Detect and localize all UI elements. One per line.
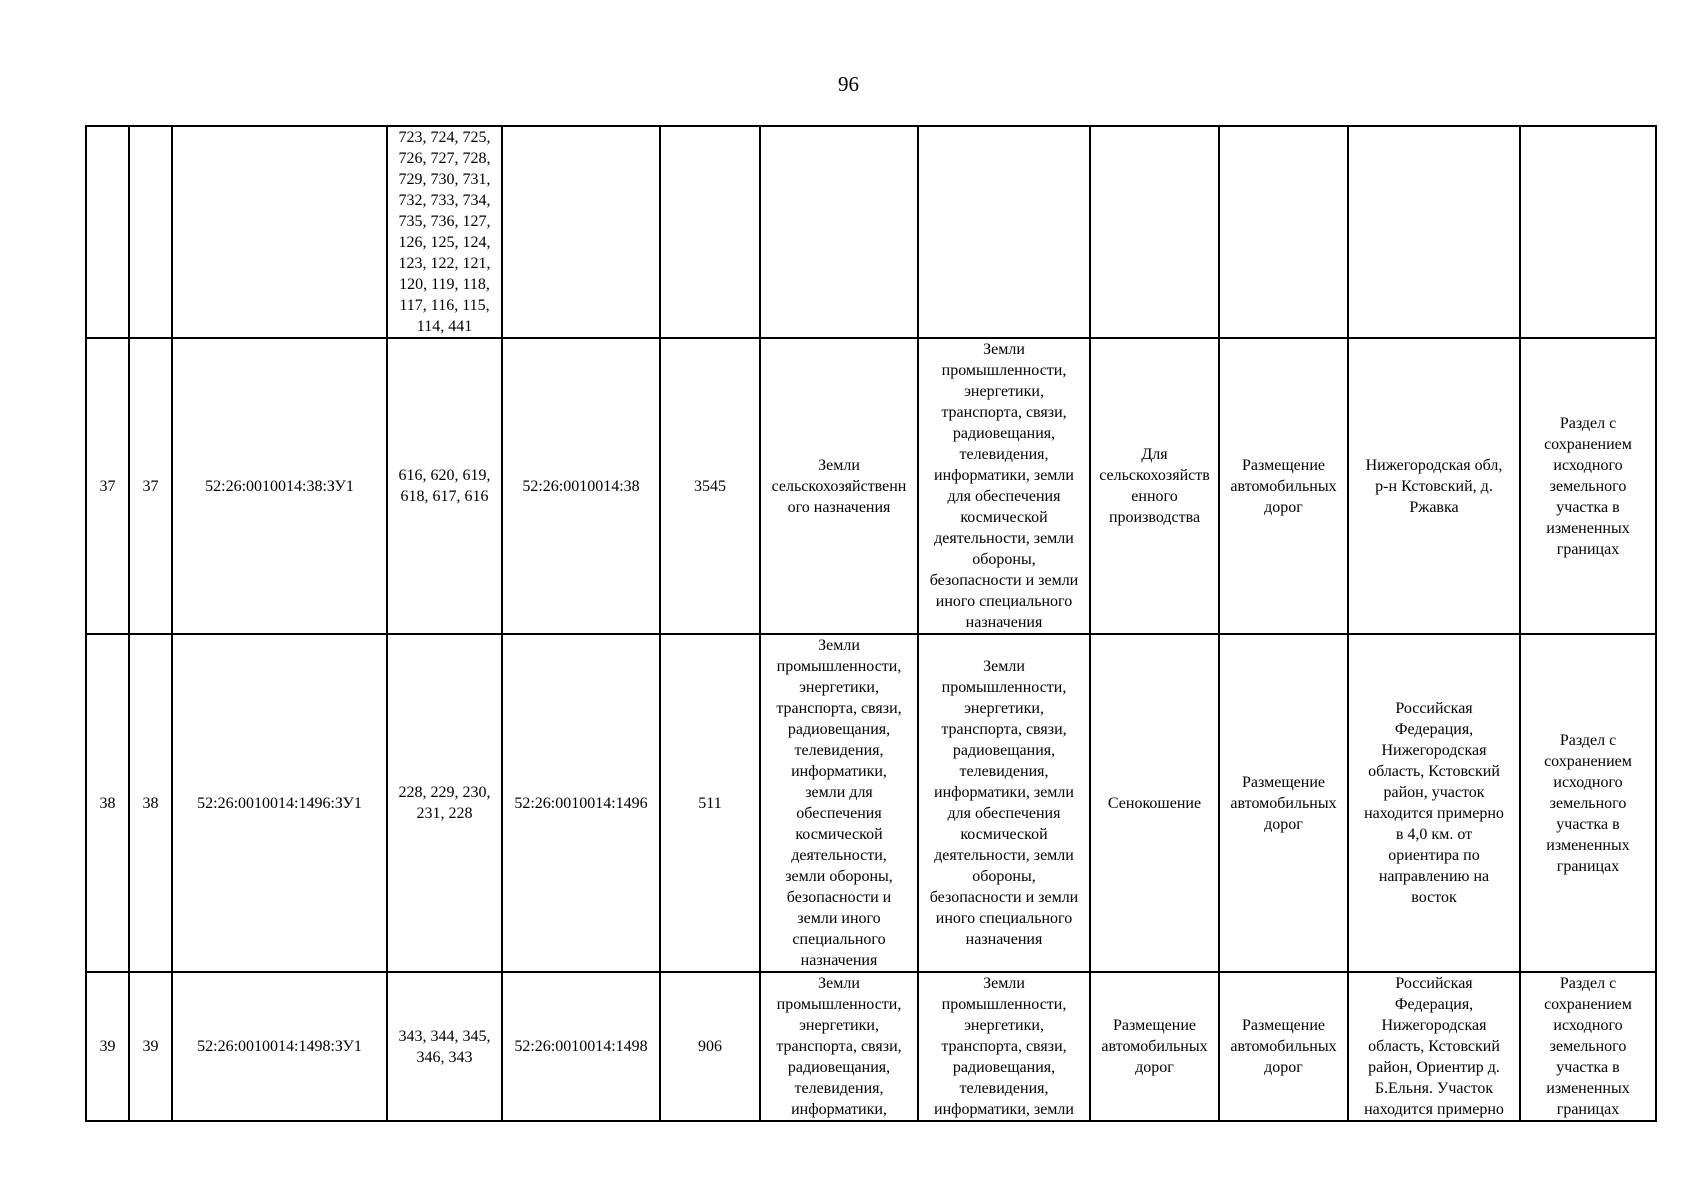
cell-source-parcel-id [502,126,660,338]
cell-item-number: 37 [129,338,172,634]
cell-planned-category: Земли промышленности, энергетики, транспорта, связи, радиовещания, телевидения, информатики, земли для обеспечения космической деятельности, земли обороны, безопасности и земли иного специального назначения [918,634,1090,972]
table-row-continuation [86,126,1656,338]
cell-formation-method [1520,126,1656,338]
cell-area [660,126,760,338]
cell-new-parcel-id: 52:26:0010014:1498:ЗУ1 [172,972,387,1121]
cell-point-numbers: 723, 724, 725, 726, 727, 728, 729, 730, 731, 732, 733, 734, 735, 736, 127, 126, 125, 124, 123, 122, 121, 120, 119, 118, 117, 116, 115, 114, 441 [387,126,502,338]
cell-area: 511 [660,634,760,972]
cell-new-parcel-id [172,126,387,338]
cell-address: Российская Федерация, Нижегородская область, Кстовский район, Ориентир д. Б.Ельня. Участок находится примерно [1348,972,1520,1121]
cell-area: 3545 [660,338,760,634]
cell-source-parcel-id: 52:26:0010014:1498 [502,972,660,1121]
cell-planned-category: Земли промышленности, энергетики, транспорта, связи, радиовещания, телевидения, информатики, земли [918,972,1090,1121]
cell-address: Нижегородская обл, р-н Кстовский, д. Ржавка [1348,338,1520,634]
cell-address [1348,126,1520,338]
cell-formation-method: Раздел с сохранением исходного земельного участка в измененных границах [1520,338,1656,634]
cell-row-number: 39 [86,972,129,1121]
cell-row-number [86,126,129,338]
table-row [86,338,1656,634]
cell-row-number: 37 [86,338,129,634]
cell-point-numbers: 228, 229, 230, 231, 228 [387,634,502,972]
cell-point-numbers: 343, 344, 345, 346, 343 [387,972,502,1121]
table-row [86,634,1656,972]
cell-current-use: Для сельскохозяйств енного производства [1090,338,1219,634]
cell-item-number: 38 [129,634,172,972]
cell-current-use [1090,126,1219,338]
cell-row-number: 38 [86,634,129,972]
cell-current-category: Земли промышленности, энергетики, транспорта, связи, радиовещания, телевидения, информатики, [760,972,918,1121]
cell-planned-use [1219,126,1348,338]
cell-planned-use: Размещение автомобильных дорог [1219,634,1348,972]
cell-address: Российская Федерация, Нижегородская область, Кстовский район, участок находится примерно в 4,0 км. от ориентира по направлению на восток [1348,634,1520,972]
land-parcel-table [85,125,1657,1122]
cell-item-number [129,126,172,338]
cell-point-numbers: 616, 620, 619, 618, 617, 616 [387,338,502,634]
cell-planned-category [918,126,1090,338]
cell-planned-use: Размещение автомобильных дорог [1219,972,1348,1121]
cell-current-category: Земли промышленности, энергетики, транспорта, связи, радиовещания, телевидения, информатики, земли для обеспечения космической деятельности, земли обороны, безопасности и земли иного специального назначения [760,634,918,972]
cell-current-use: Сенокошение [1090,634,1219,972]
table-row [86,972,1656,1121]
cell-formation-method: Раздел с сохранением исходного земельного участка в измененных границах [1520,634,1656,972]
cell-current-category [760,126,918,338]
cell-new-parcel-id: 52:26:0010014:38:ЗУ1 [172,338,387,634]
cell-current-category: Земли сельскохозяйственн ого назначения [760,338,918,634]
cell-planned-category: Земли промышленности, энергетики, транспорта, связи, радиовещания, телевидения, информатики, земли для обеспечения космической деятельности, земли обороны, безопасности и земли иного специального назначения [918,338,1090,634]
page-number: 96 [838,72,859,96]
cell-item-number: 39 [129,972,172,1121]
cell-planned-use: Размещение автомобильных дорог [1219,338,1348,634]
cell-area: 906 [660,972,760,1121]
cell-source-parcel-id: 52:26:0010014:38 [502,338,660,634]
cell-formation-method: Раздел с сохранением исходного земельного участка в измененных границах [1520,972,1656,1121]
cell-new-parcel-id: 52:26:0010014:1496:ЗУ1 [172,634,387,972]
cell-current-use: Размещение автомобильных дорог [1090,972,1219,1121]
cell-source-parcel-id: 52:26:0010014:1496 [502,634,660,972]
